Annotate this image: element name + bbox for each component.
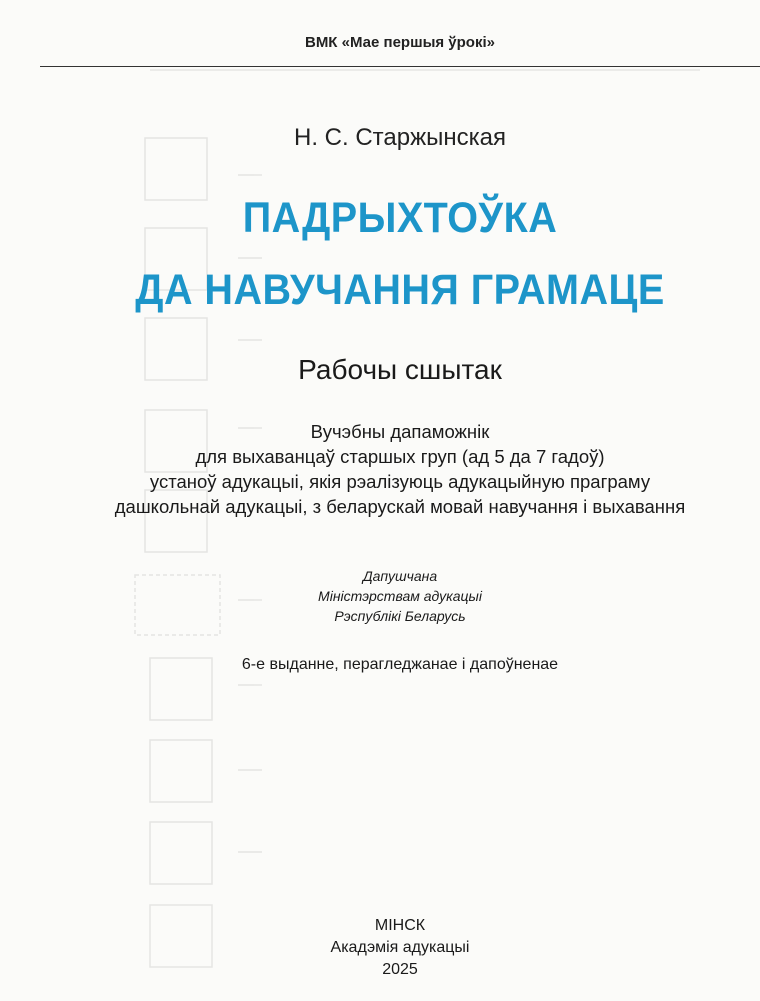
book-subtitle: Рабочы сшытак xyxy=(298,354,502,385)
imprint-year: 2025 xyxy=(382,961,418,978)
description-line: Вучэбны дапаможнік xyxy=(310,421,490,442)
description-line: устаноў адукацыі, якія рэалізуюць адукацыйную праграму xyxy=(149,471,651,492)
author-name: Н. С. Старжынская xyxy=(293,124,506,151)
book-description xyxy=(0,419,760,519)
series-name: ВМК «Мае першыя ўрокі» xyxy=(304,34,495,51)
imprint-city: МІНСК xyxy=(374,917,426,934)
book-title-line-1: ПАДРЫХТОЎКА xyxy=(242,194,558,242)
approval-line: Рэспублікі Беларусь xyxy=(334,608,466,624)
header-divider xyxy=(40,66,760,67)
imprint-publisher: Акадэмія адукацыі xyxy=(330,939,470,956)
description-line: дашкольнай адукацыі, з беларускай мовай навучання і выхавання xyxy=(114,496,686,517)
description-line: для выхаванцаў старшых груп (ад 5 да 7 гадоў) xyxy=(195,446,605,467)
book-title-line-2: ДА НАВУЧАННЯ ГРАМАЦЕ xyxy=(135,266,665,314)
approval-line: Дапушчана xyxy=(362,568,438,584)
approval-note xyxy=(0,566,760,626)
approval-line: Міністэрствам адукацыі xyxy=(318,588,482,604)
edition-note: 6-е выданне, перагледжанае і дапоўненае xyxy=(241,656,559,673)
imprint xyxy=(0,915,760,981)
